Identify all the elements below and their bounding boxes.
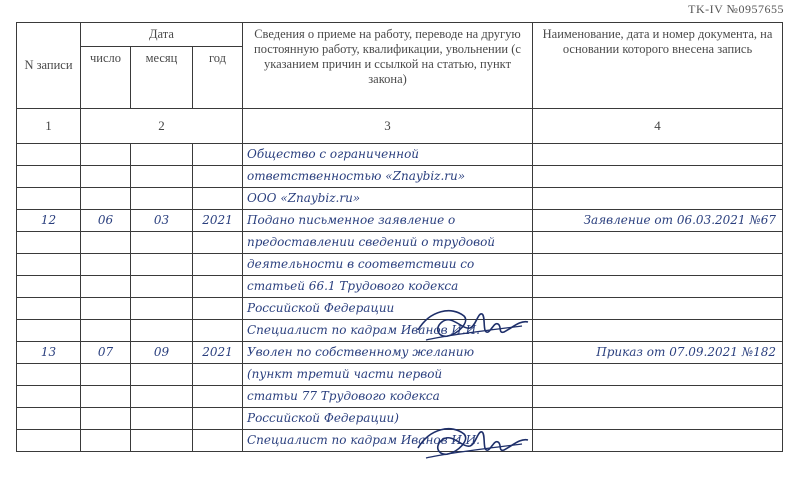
entry-number-cell (17, 188, 81, 210)
day-cell (81, 276, 131, 298)
month-cell (131, 144, 193, 166)
table-row (17, 430, 783, 452)
column-number: 4 (533, 109, 783, 144)
table-row (17, 232, 783, 254)
document-cell (533, 188, 783, 210)
month-cell (131, 430, 193, 452)
day-cell: 06 (81, 210, 131, 232)
day-cell (81, 144, 131, 166)
day-cell (81, 232, 131, 254)
year-cell (193, 298, 243, 320)
year-cell (193, 408, 243, 430)
month-cell: 03 (131, 210, 193, 232)
entry-number-cell (17, 298, 81, 320)
table-row (17, 364, 783, 386)
record-text-cell: Российской Федерации (243, 298, 533, 320)
document-cell (533, 144, 783, 166)
document-cell (533, 430, 783, 452)
entry-number-cell (17, 254, 81, 276)
document-cell (533, 298, 783, 320)
month-cell (131, 320, 193, 342)
record-text-cell: ООО «Znaybiz.ru» (243, 188, 533, 210)
column-numbers-row (17, 109, 783, 144)
entry-number-cell (17, 386, 81, 408)
year-cell: 2021 (193, 210, 243, 232)
entry-number-cell (17, 276, 81, 298)
year-cell (193, 386, 243, 408)
day-cell (81, 320, 131, 342)
entry-number-cell (17, 144, 81, 166)
month-cell (131, 386, 193, 408)
record-text-cell: Подано письменное заявление о (243, 210, 533, 232)
document-cell (533, 166, 783, 188)
record-text-cell: статьей 66.1 Трудового кодекса (243, 276, 533, 298)
header-entry-number: N записи (17, 23, 81, 109)
header-info: Сведения о приеме на работу, переводе на другую постоянную работу, квалификации, увольнении (с указанием причин и ссылкой на статью, пункт закона) (243, 23, 533, 109)
month-cell (131, 298, 193, 320)
entry-number-cell: 13 (17, 342, 81, 364)
entry-number-cell (17, 232, 81, 254)
year-cell (193, 364, 243, 386)
day-cell (81, 364, 131, 386)
entry-number-cell: 12 (17, 210, 81, 232)
document-cell (533, 254, 783, 276)
table-row (17, 254, 783, 276)
document-cell (533, 320, 783, 342)
day-cell (81, 386, 131, 408)
year-cell (193, 144, 243, 166)
month-cell (131, 276, 193, 298)
record-text-cell: ответственностью «Znaybiz.ru» (243, 166, 533, 188)
entry-number-cell (17, 320, 81, 342)
header-document: Наименование, дата и номер документа, на основании которого внесена запись (533, 23, 783, 109)
year-cell (193, 166, 243, 188)
record-text-cell: Специалист по кадрам Иванов И.И. (243, 430, 533, 452)
document-cell: Заявление от 06.03.2021 №67 (533, 210, 783, 232)
year-cell (193, 232, 243, 254)
column-number: 2 (81, 109, 243, 144)
document-cell (533, 364, 783, 386)
year-cell (193, 188, 243, 210)
day-cell: 07 (81, 342, 131, 364)
document-cell (533, 408, 783, 430)
table-row (17, 386, 783, 408)
record-text-cell: Уволен по собственному желанию (243, 342, 533, 364)
year-cell (193, 254, 243, 276)
month-cell (131, 364, 193, 386)
header-day: число (81, 47, 131, 109)
document-cell (533, 232, 783, 254)
record-text-cell: Специалист по кадрам Иванов И.И. (243, 320, 533, 342)
record-rows (17, 144, 783, 452)
year-cell (193, 320, 243, 342)
entry-number-cell (17, 408, 81, 430)
column-number: 1 (17, 109, 81, 144)
form-serial-number: TK-IV №0957655 (688, 2, 784, 16)
record-text-cell: Российской Федерации) (243, 408, 533, 430)
table-row (17, 188, 783, 210)
entry-number-cell (17, 430, 81, 452)
table-row (17, 144, 783, 166)
table-row (17, 408, 783, 430)
entry-number-cell (17, 166, 81, 188)
day-cell (81, 166, 131, 188)
year-cell (193, 276, 243, 298)
header-month: месяц (131, 47, 193, 109)
day-cell (81, 298, 131, 320)
employment-record-table (16, 22, 783, 452)
day-cell (81, 254, 131, 276)
document-cell (533, 386, 783, 408)
table-row (17, 342, 783, 364)
month-cell (131, 232, 193, 254)
table-row (17, 210, 783, 232)
year-cell: 2021 (193, 342, 243, 364)
table-row (17, 166, 783, 188)
month-cell (131, 166, 193, 188)
entry-number-cell (17, 364, 81, 386)
table-row (17, 276, 783, 298)
month-cell (131, 188, 193, 210)
day-cell (81, 188, 131, 210)
month-cell: 09 (131, 342, 193, 364)
table-row (17, 298, 783, 320)
day-cell (81, 430, 131, 452)
record-text-cell: статьи 77 Трудового кодекса (243, 386, 533, 408)
table-row (17, 320, 783, 342)
column-number: 3 (243, 109, 533, 144)
record-text-cell: предоставлении сведений о трудовой (243, 232, 533, 254)
day-cell (81, 408, 131, 430)
record-text-cell: (пункт третий части первой (243, 364, 533, 386)
year-cell (193, 430, 243, 452)
document-cell: Приказ от 07.09.2021 №182 (533, 342, 783, 364)
record-text-cell: деятельности в соответствии со (243, 254, 533, 276)
document-cell (533, 276, 783, 298)
month-cell (131, 254, 193, 276)
header-year: год (193, 47, 243, 109)
month-cell (131, 408, 193, 430)
header-date: Дата (81, 23, 243, 47)
record-text-cell: Общество с ограниченной (243, 144, 533, 166)
